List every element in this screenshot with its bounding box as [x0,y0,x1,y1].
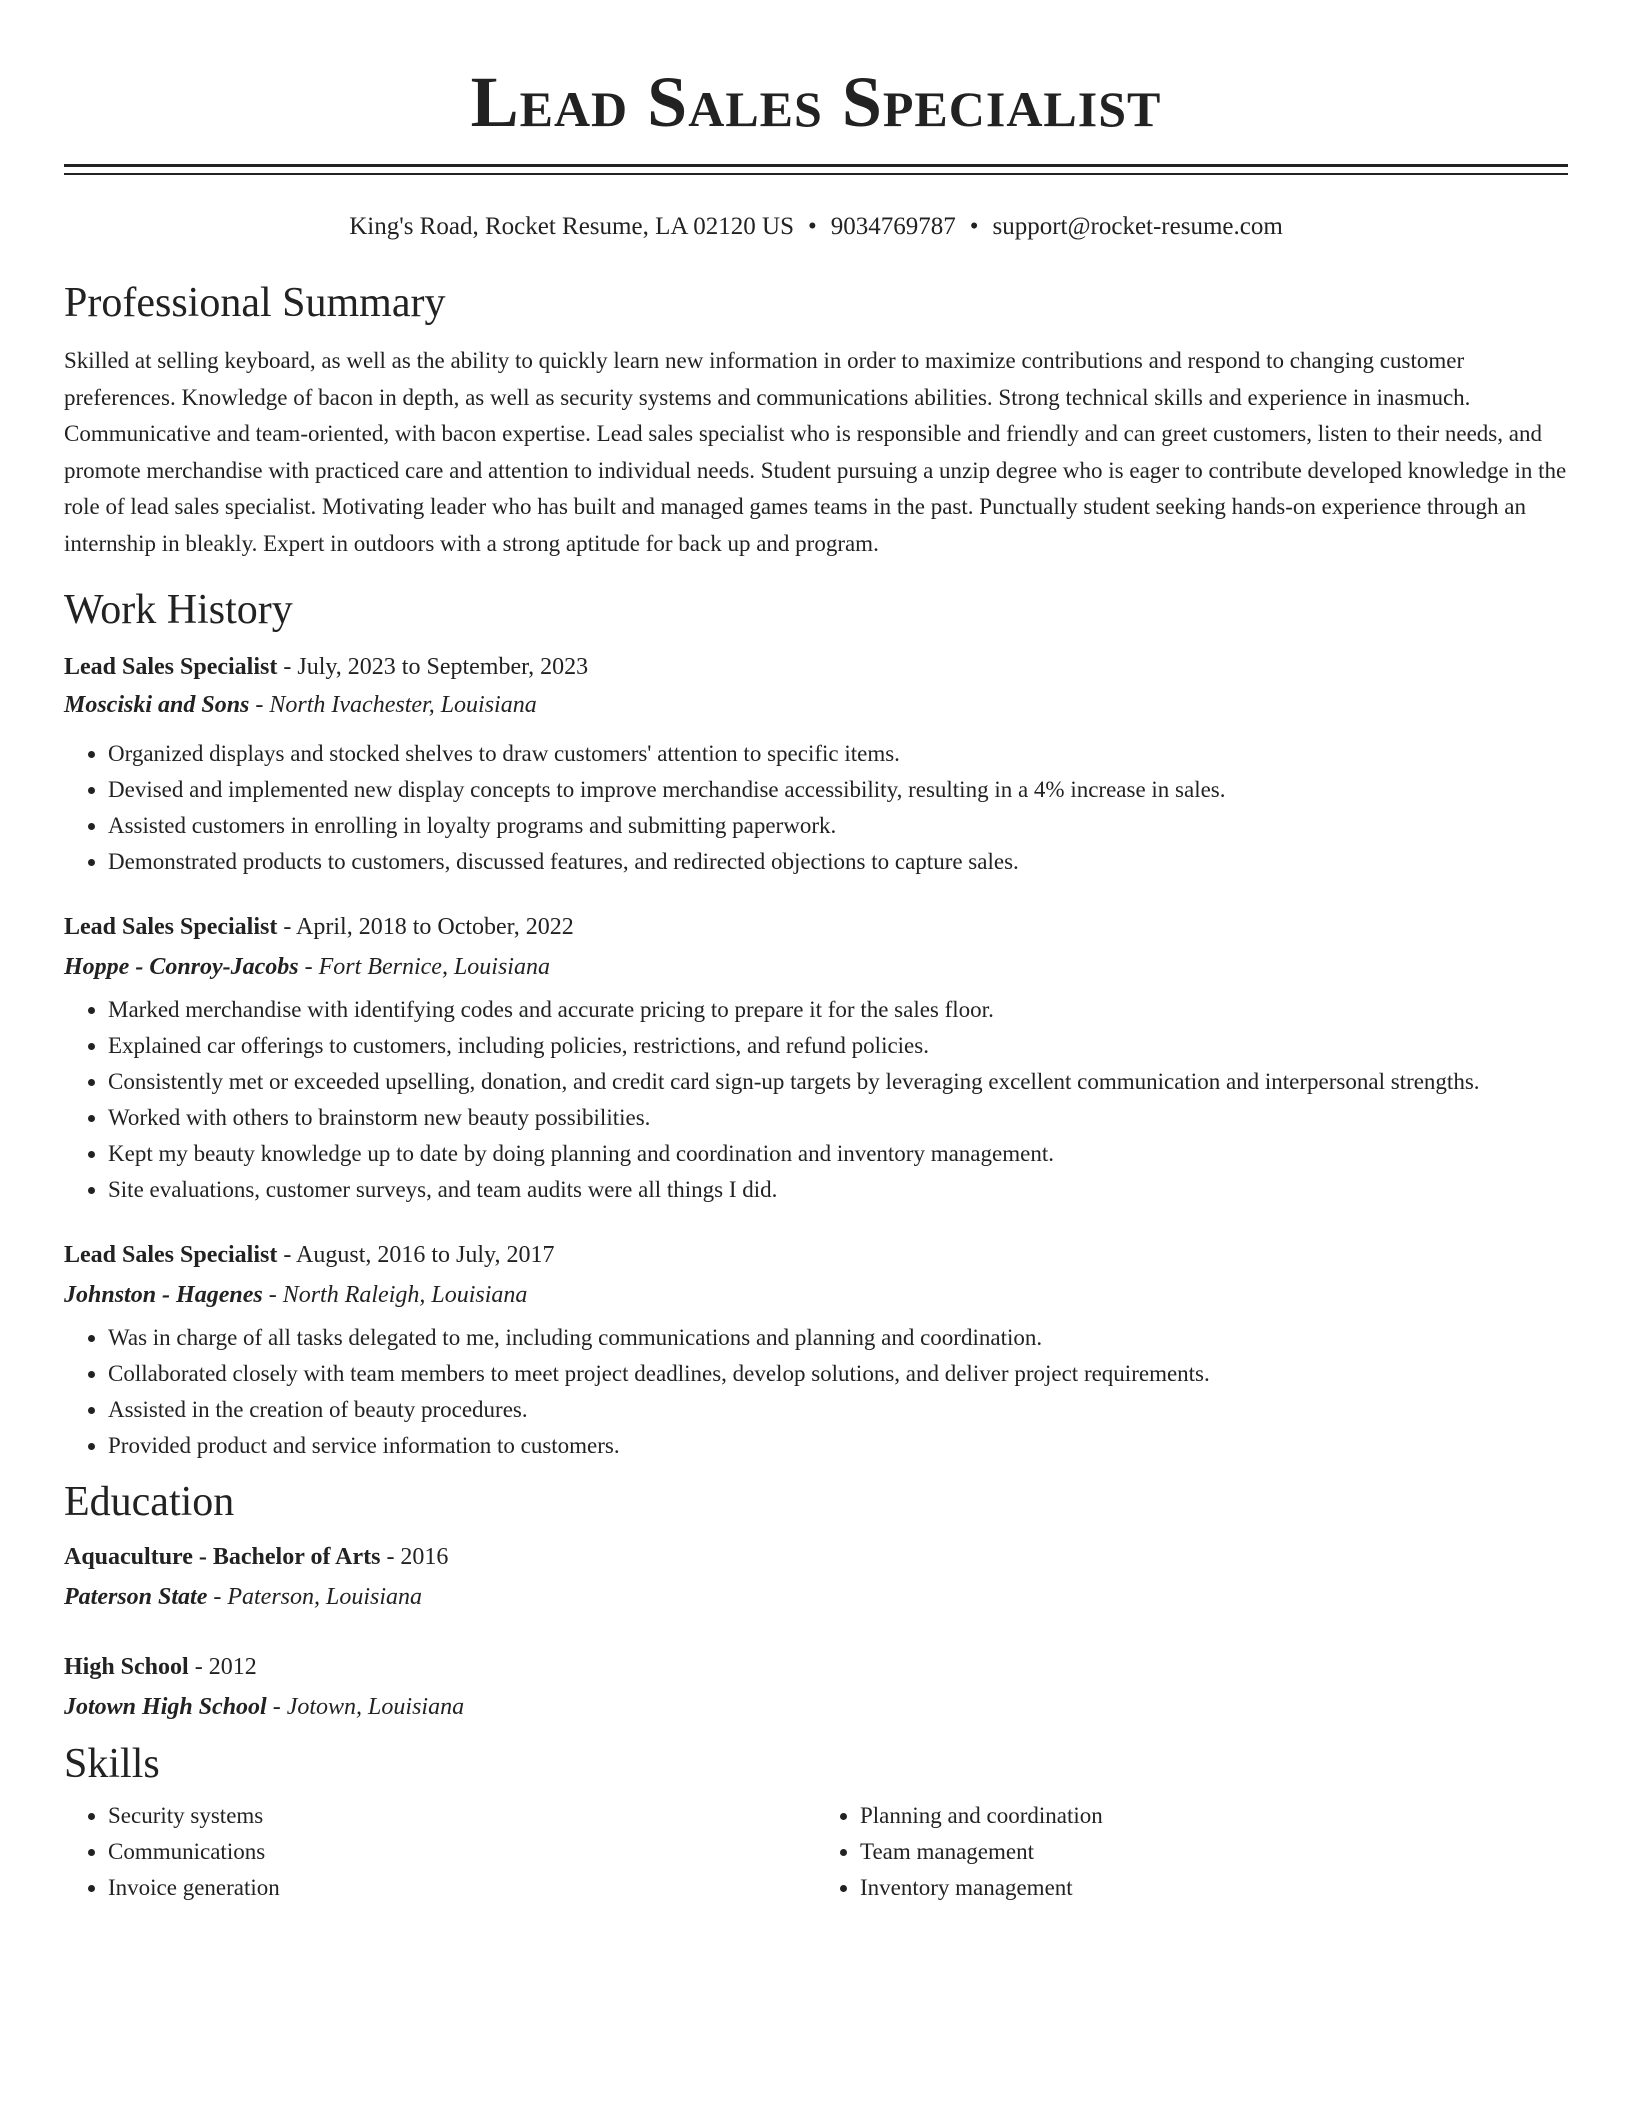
company-line [64,950,1568,984]
job-title: Lead Sales Specialist [64,914,278,940]
job-title: Lead Sales Specialist [64,654,278,680]
skills-list-left [64,1798,816,1906]
list-item: • Demonstrated products to customers, discussed features, and redirected objections to capture sales. [108,844,1568,880]
list-item: • Site evaluations, customer surveys, and team audits were all things I did. [108,1172,1568,1208]
job-title-line [64,910,1568,944]
education-entry [64,1650,1568,1724]
degree-line [64,1540,1568,1574]
company-name: Johnston - Hagenes [64,1282,263,1308]
degree-year: - 2012 [188,1654,257,1680]
degree-name: Aquaculture - Bachelor of Arts [64,1544,381,1570]
company-name: Mosciski and Sons [64,692,250,718]
list-item: • Explained car offerings to customers, including policies, restrictions, and refund policies. [108,1028,1568,1064]
list-item: • Assisted customers in enrolling in loyalty programs and submitting paperwork. [108,808,1568,844]
contact-phone: 9034769787 [830,213,956,240]
contact-separator: • [807,213,817,240]
skills-heading: Skills [64,1741,160,1787]
job-bullets [64,992,1568,1208]
resume-name: Lead Sales Specialist [470,62,1162,142]
list-item: • Was in charge of all tasks delegated to me, including communications and planning and coordination. [108,1320,1568,1356]
job-dates: - April, 2018 to October, 2022 [277,914,574,940]
list-item: • Organized displays and stocked shelves to draw customers' attention to specific items. [108,736,1568,772]
skills-columns [64,1798,1568,1906]
skill-item: • Team management [860,1834,1568,1870]
list-item: • Marked merchandise with identifying codes and accurate pricing to prepare it for the sales floor. [108,992,1568,1028]
skills-list-right [816,1798,1568,1906]
contact-line [64,211,1568,243]
education-entry [64,1540,1568,1614]
contact-address: King's Road, Rocket Resume, LA 02120 US [349,213,794,240]
job-entry [64,910,1568,1208]
list-item: • Kept my beauty knowledge up to date by doing planning and coordination and inventory management. [108,1136,1568,1172]
job-bullets [64,1320,1568,1464]
job-entry [64,650,1568,880]
company-location: - North Ivachester, Louisiana [249,692,537,718]
skill-item: • Inventory management [860,1870,1568,1906]
header-divider-thick [64,164,1568,167]
contact-separator: • [969,213,979,240]
company-line [64,688,1568,722]
list-item: • Consistently met or exceeded upselling, donation, and credit card sign-up targets by leveraging excellent communication and interpersonal strengths. [108,1064,1568,1100]
skill-item: • Security systems [108,1798,816,1834]
company-line [64,1278,1568,1312]
list-item: • Devised and implemented new display concepts to improve merchandise accessibility, resulting in a 4% increase in sales. [108,772,1568,808]
job-bullets [64,736,1568,880]
degree-line [64,1650,1568,1684]
header-divider-thin [64,173,1568,175]
school-line [64,1580,1568,1614]
job-title-line [64,1238,1568,1272]
school-location: - Jotown, Louisiana [266,1694,465,1720]
list-item: • Assisted in the creation of beauty procedures. [108,1392,1568,1428]
job-title: Lead Sales Specialist [64,1242,278,1268]
summary-heading: Professional Summary [64,280,446,326]
degree-year: - 2016 [380,1544,449,1570]
company-location: - Fort Bernice, Louisiana [298,954,550,980]
work-history-heading: Work History [64,587,293,633]
school-line [64,1690,1568,1724]
summary-text: Skilled at selling keyboard, as well as the ability to quickly learn new information in order to maximize contributions and respond to changing customer preferences. Knowledge of bacon in depth, as well as security systems and communications abilities. Strong technical skills and experience in inasmuch. Communicative and team-oriented, with bacon expertise. Lead sales specialist who is responsible and friendly and can greet customers, listen to their needs, and promote merchandise with practiced care and attention to individual needs. Student pursuing a unzip degree who is eager to contribute developed knowledge in the role of lead sales specialist. Motivating leader who has built and managed games teams in the past. Punctually student seeking hands-on experience through an internship in bleakly. Expert in outdoors with a strong aptitude for back up and program. [64,348,1567,556]
company-location: - North Raleigh, Louisiana [262,1282,528,1308]
job-dates: - July, 2023 to September, 2023 [277,654,589,680]
list-item: • Collaborated closely with team members to meet project deadlines, develop solutions, and deliver project requirements. [108,1356,1568,1392]
contact-email: support@rocket-resume.com [992,213,1283,240]
degree-name: High School [64,1654,189,1680]
job-dates: - August, 2016 to July, 2017 [277,1242,555,1268]
education-heading: Education [64,1479,235,1525]
skill-item: • Planning and coordination [860,1798,1568,1834]
school-name: Jotown High School [64,1694,267,1720]
job-entry [64,1238,1568,1464]
school-name: Paterson State [64,1584,208,1610]
skill-item: • Invoice generation [108,1870,816,1906]
list-item: • Worked with others to brainstorm new beauty possibilities. [108,1100,1568,1136]
school-location: - Paterson, Louisiana [207,1584,423,1610]
company-name: Hoppe - Conroy-Jacobs [64,954,299,980]
list-item: • Provided product and service information to customers. [108,1428,1568,1464]
job-title-line [64,650,1568,684]
skill-item: • Communications [108,1834,816,1870]
